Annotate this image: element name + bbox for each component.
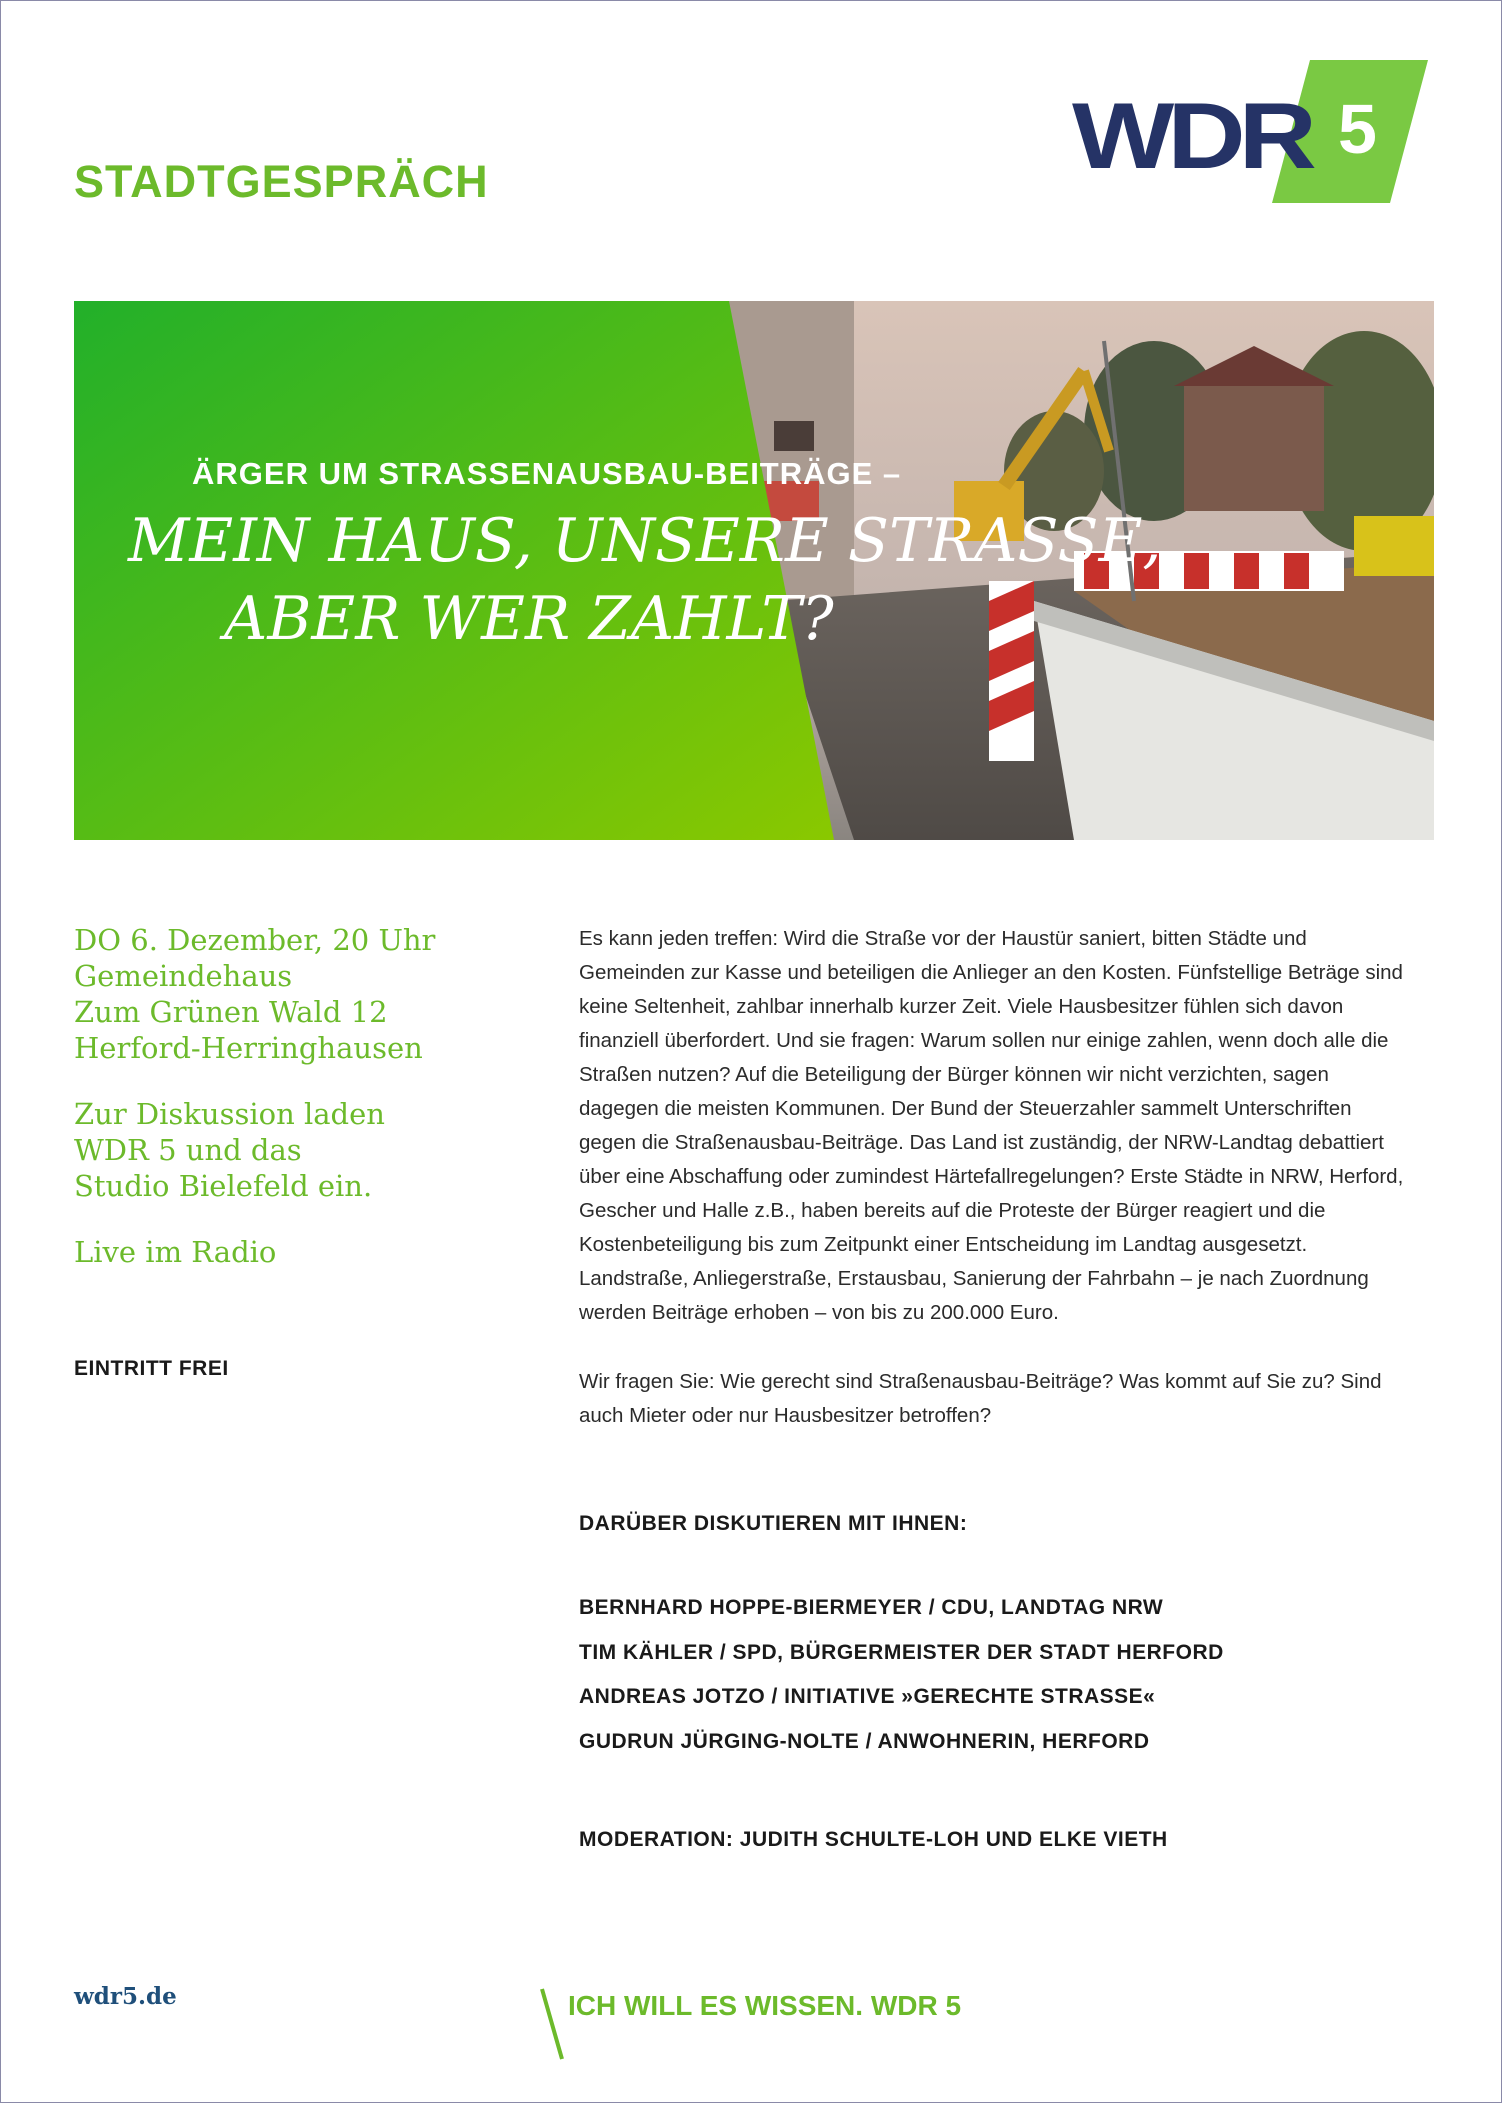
event-info bbox=[74, 922, 514, 1270]
hero-banner bbox=[74, 301, 1434, 840]
panelist-item: TIM KÄHLER / SPD, BÜRGERMEISTER DER STADT HERFORD bbox=[579, 1640, 1224, 1664]
hero-headline-line1: MEIN HAUS, UNSERE STRASSE, bbox=[128, 506, 1162, 576]
panel-heading: DARÜBER DISKUTIEREN MIT IHNEN: bbox=[579, 1512, 968, 1535]
invite-line-2: WDR 5 und das bbox=[74, 1133, 302, 1167]
series-title: STADTGESPRÄCH bbox=[74, 156, 489, 207]
intro-paragraph: Es kann jeden treffen: Wird die Straße vor der Haustür saniert, bitten Städte und Gemeinden zur Kasse und beteiligen die Anlieger an den Kosten. Fünfstellige Beträge sind keine Seltenheit, zahlbar innerhalb kurzer Zeit. Viele Hausbesitzer fühlen sich davon finanziell überfordert. Und sie fragen: Warum sollen nur einige zahlen, wenn doch alle die Straßen nutzen? Auf die Beteiligung der Bürger können wir nicht verzichten, sagen dagegen die meisten Kommunen. Der Bund der Steuerzahler sammelt Unterschriften gegen die Straßenausbau-Beiträge. Das Land ist zuständig, der NRW-Landtag debattiert über eine Abschaffung oder zumindest Härtefallregelungen? Erste Städte in NRW, Herford, Gescher und Halle z.B., haben bereits auf die Proteste der Bürger reagiert und die Kostenbeteiligung bis zum Zeitpunkt einer Entscheidung im Landtag ausgesetzt. Landstraße, Anliegerstraße, Erstausbau, Sanierung der Fahrbahn – je nach Zuordnung werden Beiträge erhoben – von bis zu 200.000 Euro. bbox=[579, 927, 1404, 1324]
event-town: Herford-Herringhausen bbox=[74, 1031, 423, 1065]
event-venue: Gemeindehaus bbox=[74, 959, 293, 993]
panelist-item: ANDREAS JOTZO / INITIATIVE »GERECHTE STRASSE« bbox=[579, 1685, 1156, 1708]
invite-line-3: Studio Bielefeld ein. bbox=[74, 1169, 373, 1203]
wdr5-logo[interactable] bbox=[1070, 58, 1430, 208]
invite-line-1: Zur Diskussion laden bbox=[74, 1097, 385, 1131]
question-paragraph: Wir fragen Sie: Wie gerecht sind Straßenausbau-Beiträge? Was kommt auf Sie zu? Sind auch Mieter oder nur Hausbesitzer betroffen? bbox=[579, 1370, 1382, 1427]
logo-text: WDR bbox=[1072, 83, 1315, 188]
moderation-line: MODERATION: JUDITH SCHULTE-LOH UND ELKE VIETH bbox=[579, 1828, 1168, 1851]
hero-kicker: ÄRGER UM STRASSENAUSBAU-BEITRÄGE – bbox=[192, 456, 902, 491]
panelist-item: BERNHARD HOPPE-BIERMEYER / CDU, LANDTAG NRW bbox=[579, 1596, 1164, 1619]
event-date-time: DO 6. Dezember, 20 Uhr bbox=[74, 923, 436, 957]
logo-number: 5 bbox=[1338, 90, 1377, 168]
hero-headline-line2: ABER WER ZAHLT? bbox=[224, 584, 834, 654]
admission-note: EINTRITT FREI bbox=[74, 1357, 229, 1380]
slogan: ICH WILL ES WISSEN. WDR 5 bbox=[568, 1990, 962, 2021]
panelist-list bbox=[579, 1586, 1224, 1764]
website-link[interactable]: wdr5.de bbox=[74, 1983, 177, 2010]
slogan-slash-icon bbox=[538, 1987, 568, 2062]
live-note: Live im Radio bbox=[74, 1235, 277, 1269]
panelist-item: GUDRUN JÜRGING-NOLTE / ANWOHNERIN, HERFORD bbox=[579, 1729, 1150, 1753]
event-street: Zum Grünen Wald 12 bbox=[74, 995, 388, 1029]
